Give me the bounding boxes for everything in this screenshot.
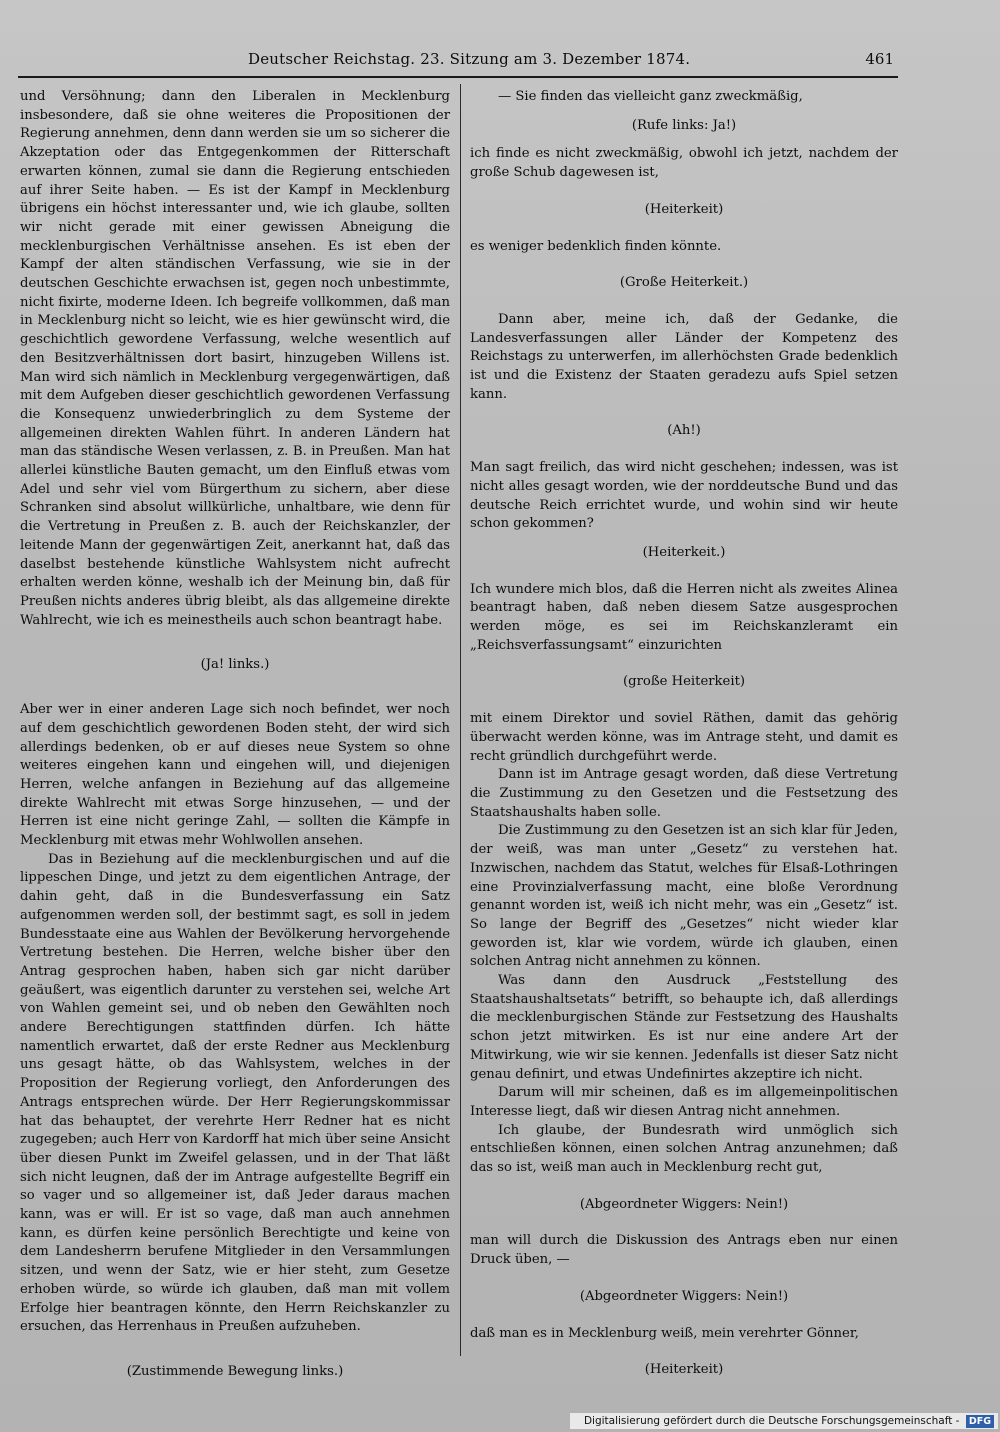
left-paragraph-1: und Versöhnung; dann den Liberalen in Mecklenburg insbesondere, daß sie ohne weiteres die Propositionen der Regierung annehmen, denn dann werden sie um so sicherer die Akzeptation oder das Entgegenkommen der Ritterschaft erwarten können, zumal sie dann die Regierung entschieden auf ihrer Seite haben. — Es ist der Kampf in Mecklenburg übrigens ein höchst interessanter und, wie ich glaube, sollten wir nicht gerade mit einer gewissen Abneigung die mecklenburgischen Verhältnisse ansehen. Es ist eben der Kampf der alten ständischen Verfassung, wie sie in der deutschen Geschichte erwachsen ist, gegen noch unbestimmte, nicht fixirte, moderne Ideen. Ich begreife vollkommen, daß man in Mecklenburg nicht so leicht, wie es hier gewünscht wird, die geschichtlich gewordene Verfassung, welche wesentlich auf den Besitzverhältnissen dort basirt, hinzugeben Willens ist. Man wird sich nämlich in Mecklenburg vergegenwärtigen, daß mit dem Aufgeben dieser geschichtlich gewordenen Verfassung die Konsequenz unwiederbringlich zu dem Systeme der allgemeinen direkten Wahlen führt. In anderen Ländern hat man das ständische Wesen verlassen, z. B. in Preußen. Man hat allerlei künstliche Bauten gemacht, um den Einfluß etwas vom Adel und sehr viel vom Bürgerthum zu sichern, aber diese Schranken sind absolut willkürliche, unhaltbare, wie denn für die Vertretung in Preußen z. B. auch der Reichskanzler, der leitende Mann der gegenwärtigen Zeit, anerkannt hat, daß das daselbst bestehende künstliche Wahlsystem nicht aufrecht erhalten werden könne, weshalb ich der Meinung bin, daß für Preußen nichts anderes übrig bleibt, als das allgemeine direkte Wahlrecht, wie ich es meinestheils auch schon beantragt habe.	[20, 89, 450, 628]
right-paragraph-4: Dann aber, meine ich, daß der Gedanke, die Landesverfassungen aller Länder der Kompetenz des Reichstags zu unterwerfen, im allerhöchsten Grade bedenklich ist und die Existenz der Staaten geradezu aufs Spiel setzen kann.	[470, 311, 898, 402]
left-remark-1: (Ja! links.)	[200, 657, 270, 673]
right-paragraph-6: Ich wundere mich blos, daß die Herren nicht als zweites Alinea beantragt haben, daß neben diesem Satze ausgesprochen werden möge, es sei im Reichskanzleramt ein „Reichsverfassungsamt“ einzurichten	[470, 581, 898, 653]
left-remark-2: (Zustimmende Bewegung links.)	[126, 1364, 344, 1379]
right-paragraph-10: Was dann den Ausdruck „Feststellung des Staatshaushaltsetats“ betrifft, so behaupte ich, daß allerdings die mecklenburgischen Stände zur Festsetzung des Haushalts schon jetzt mitwirken. Es ist nur eine andere Art der Mitwirkung, wie wir sie kennen. Jedenfalls ist dieser Satz nicht genau definirt, und etwas Undefinirtes akzeptire ich nicht.	[470, 973, 898, 1082]
right-paragraph-13: man will durch die Diskussion des Antrags eben nur einen Druck üben, —	[470, 1233, 898, 1268]
right-remark-8: (Abgeordneter Wiggers: Nein!)	[579, 1288, 789, 1304]
page-number: 461	[865, 50, 894, 68]
left-paragraph-2: Aber wer in einer anderen Lage sich noch befindet, wer noch auf dem geschichtlich gewordenen Boden steht, der wird sich allerdings bedenken, ob er auf dieses neue System so ohne weiteres eingehen kann und eingehen will, und diejenigen Herren, welche anfangen in Beziehung auf das allgemeine direkte Wahlrecht mit etwas Sorge hinzusehen, — und der Herren ist eine nicht geringe Zahl, — sollten die Kämpfe in Mecklenburg mit etwas mehr Wohlwollen ansehen.	[20, 702, 450, 849]
right-paragraph-2: ich finde es nicht zweckmäßig, obwohl ich jetzt, nachdem der große Schub dagewesen ist,	[470, 146, 898, 181]
right-remark-7: (Abgeordneter Wiggers: Nein!)	[579, 1196, 789, 1212]
right-paragraph-1: — Sie finden das vielleicht ganz zweckmäßig,	[498, 89, 803, 104]
right-paragraph-12: Ich glaube, der Bundesrath wird unmöglich sich entschließen können, einen solchen Antrag anzunehmen; daß das so ist, weiß man auch in Mecklenburg recht gut,	[470, 1122, 898, 1176]
footer-text: Digitalisierung gefördert durch die Deutsche Forschungsgemeinschaft -	[583, 1415, 960, 1427]
right-remark-6: (große Heiterkeit)	[622, 674, 746, 690]
right-remark-5: (Heiterkeit.)	[642, 544, 726, 560]
right-paragraph-14: daß man es in Mecklenburg weiß, mein verehrter Gönner,	[470, 1325, 859, 1341]
right-paragraph-9: Die Zustimmung zu den Gesetzen ist an sich klar für Jeden, der weiß, was man unter „Gesetz“ zu verstehen hat. Inzwischen, nachdem das Statut, welches für Elsaß-Lothringen eine Provinzialverfassung macht, eine bloße Verordnung genannt worden ist, weiß ich nicht mehr, was ein „Gesetz“ ist. So lange der Begriff des „Gesetzes“ nicht wieder klar geworden ist, klar wie vordem, würde ich glauben, einen solchen Antrag nicht annehmen zu können.	[470, 823, 898, 970]
right-paragraph-5: Man sagt freilich, das wird nicht geschehen; indessen, was ist nicht alles gesagt worden, wie der norddeutsche Bund und das deutsche Reich errichtet wurde, und wohin sind wir heute schon gekommen?	[470, 460, 898, 532]
right-remark-4: (Ah!)	[667, 423, 701, 439]
right-paragraph-3: es weniger bedenklich finden könnte.	[470, 238, 722, 254]
right-remark-1: (Rufe links: Ja!)	[631, 117, 737, 133]
right-paragraph-11: Darum will mir scheinen, daß es im allgemeinpolitischen Interesse liegt, daß wir diesen Antrag nicht annehmen.	[470, 1085, 898, 1119]
right-remark-3: (Große Heiterkeit.)	[619, 275, 749, 291]
left-column	[20, 88, 450, 1382]
right-remark-2: (Heiterkeit)	[644, 201, 724, 217]
right-column	[470, 88, 898, 1380]
right-remark-9: (Heiterkeit)	[644, 1362, 724, 1378]
column-divider	[460, 84, 461, 1356]
left-paragraph-3: Das in Beziehung auf die mecklenburgischen und auf die lippeschen Dinge, und jetzt zu dem eigentlichen Antrage, der dahin geht, daß in die Bundesverfassung ein Satz aufgenommen werden soll, der bestimmt sagt, es soll in jedem Bundesstaate eine aus Wahlen der Bevölkerung hervorgehende Vertretung bestehen. Die Herren, welche bisher über den Antrag gesprochen haben, haben sich gar nicht darüber geäußert, was eigentlich darunter zu verstehen sei, welche Art von Wahlen gemeint sei, und ob neben den Gewählten noch andere Berechtigungen stattfinden dürfen. Ich hätte namentlich erwartet, daß der erste Redner aus Mecklenburg uns gesagt hätte, ob das Wahlsystem, welches in der Proposition der Regierung vorliegt, den Anforderungen des Antrags entsprechen würde. Der Herr Regierungskommissar hat das behauptet, der verehrte Herr Redner hat es nicht zugegeben; auch Herr von Kardorff hat mich über seine Ansicht über diesen Punkt im Zweifel gelassen, und in der That läßt sich nicht leugnen, daß der im Antrage aufgestellte Begriff ein so vager und so allgemeiner ist, daß Jeder daraus machen kann, was er will. Er ist so vage, daß man auch annehmen kann, es dürfen keine persönlich Berechtigte und keine von dem Landesherrn berufene Mitglieder in den Versammlungen sitzen, und wenn der Satz, wie er hier steht, zum Gesetze erhoben würde, so würde ich glauben, daß man mit vollem Erfolge hier beantragen könnte, den Herrn Reichskanzler zu ersuchen, das Herrenhaus in Preußen aufzuheben.	[20, 851, 450, 1335]
page-header	[18, 46, 898, 78]
dfg-logo: DFG	[966, 1415, 994, 1428]
header-title: Deutscher Reichstag. 23. Sitzung am 3. Dezember 1874.	[248, 50, 691, 68]
digitization-footer	[570, 1413, 998, 1429]
right-paragraph-8: Dann ist im Antrage gesagt worden, daß diese Vertretung die Zustimmung zu den Gesetzen und die Festsetzung des Staatshaushalts haben solle.	[470, 767, 898, 820]
right-paragraph-7: mit einem Direktor und soviel Räthen, damit das gehörig überwacht werden könne, was im Antrage steht, und damit es recht gründlich durchgeführt werde.	[470, 711, 898, 764]
